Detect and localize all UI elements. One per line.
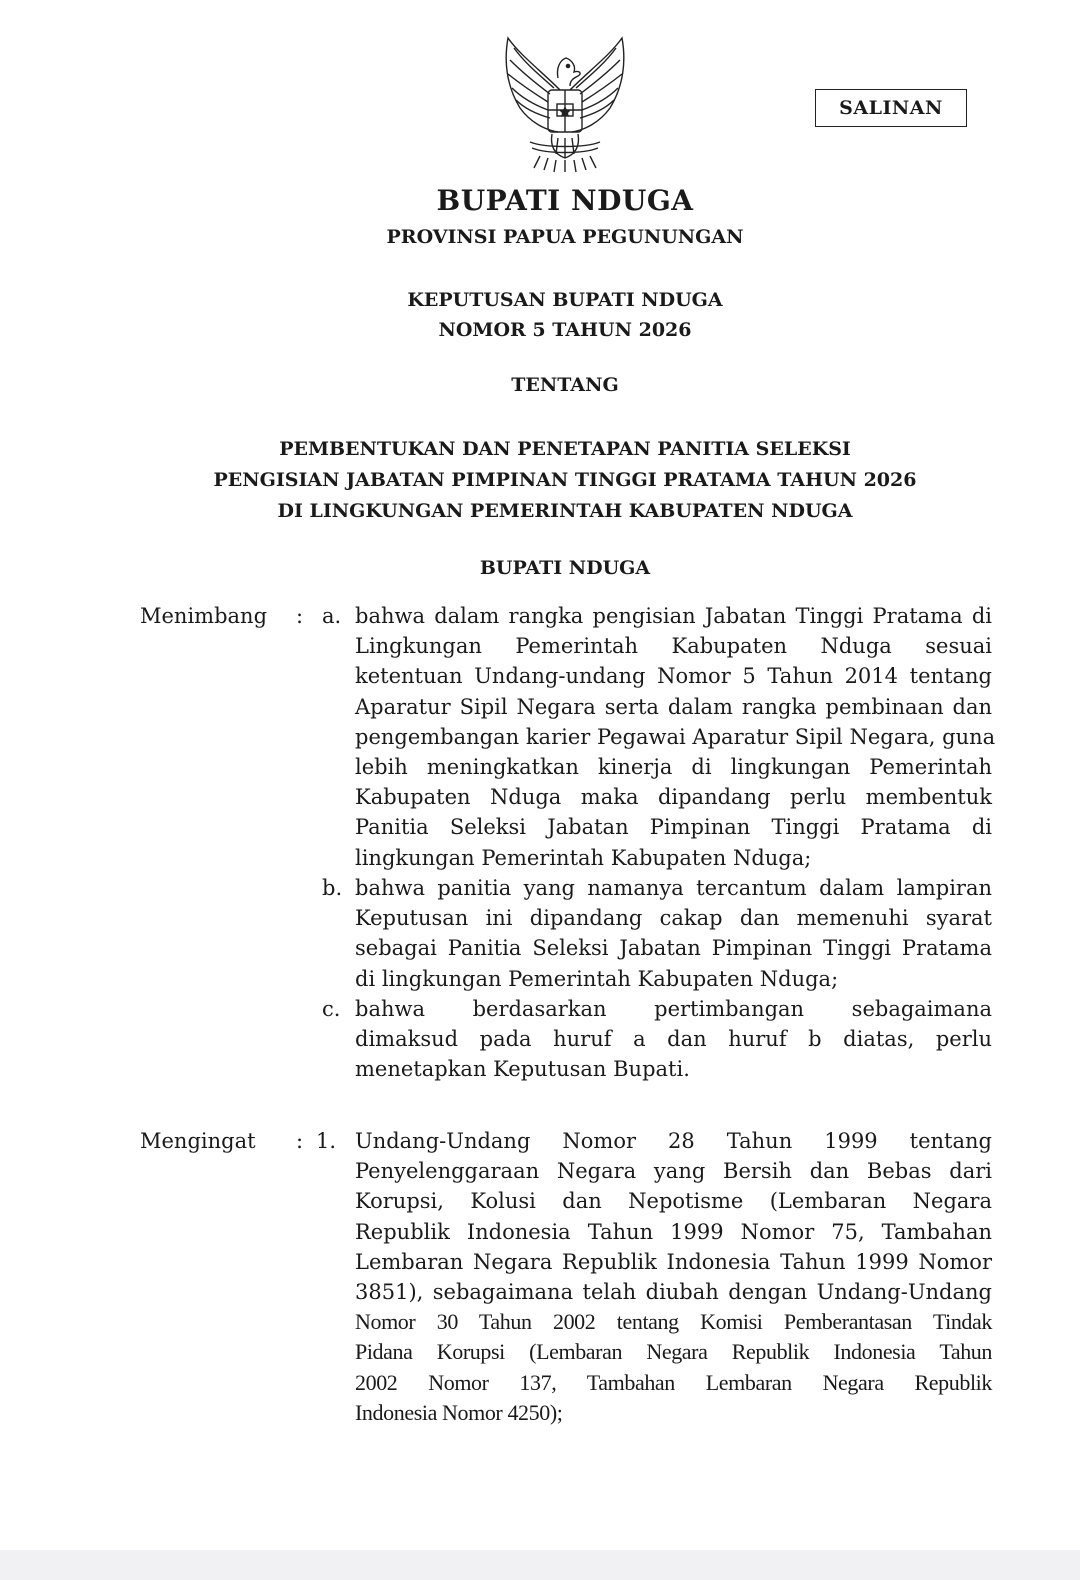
issuer-heading: BUPATI NDUGA (479, 557, 651, 579)
text-line: lebih meningkatkan kinerja di lingkungan Pemerintah (355, 754, 992, 779)
item-marker: b. (322, 876, 343, 900)
text-line: Lembaran Negara Republik Indonesia Tahun 1999 Nomor (355, 1249, 992, 1274)
text-line: Keputusan ini dipandang cakap dan memenuhi syarat (355, 906, 992, 931)
text-line: bahwa dalam rangka pengisian Jabatan Tinggi Pratama di (355, 604, 992, 628)
text-line: Penyelenggaraan Negara yang Bersih dan Bebas dari (355, 1159, 992, 1184)
garuda-emblem-icon (490, 30, 640, 175)
salinan-stamp: SALINAN (815, 89, 967, 127)
menimbang-item-b (355, 873, 992, 994)
text-line: Republik Indonesia Tahun 1999 Nomor 75, Tambahan (355, 1219, 992, 1244)
text-line: Indonesia Nomor 4250); (355, 1399, 563, 1425)
text-line: lingkungan Pemerintah Kabupaten Nduga; (355, 845, 812, 870)
menimbang-item-c (355, 994, 992, 1085)
subject-line-2: PENGISIAN JABATAN PIMPINAN TINGGI PRATAMA TAHUN 2026 (213, 469, 917, 491)
menimbang-item-a (355, 601, 996, 873)
decree-heading (0, 285, 1080, 345)
text-line: bahwa panitia yang namanya tercantum dalam lampiran (355, 876, 992, 900)
text-line: Undang-Undang Nomor 28 Tahun 1999 tentang (355, 1129, 992, 1153)
decree-line-1: KEPUTUSAN BUPATI NDUGA (407, 289, 723, 311)
text-line: Nomor 30 Tahun 2002 tentang Komisi Pemberantasan Tindak (355, 1309, 992, 1335)
text-line: sebagai Panitia Seleksi Jabatan Pimpinan Tinggi Pratama (355, 936, 992, 961)
menimbang-colon: : (296, 604, 304, 628)
text-line: Kabupaten Nduga maka dipandang perlu membentuk (355, 785, 992, 810)
viewer-bottom-strip (0, 1550, 1080, 1580)
text-line: Pidana Korupsi (Lembaran Negara Republik Indonesia Tahun (355, 1339, 992, 1365)
text-line: dimaksud pada huruf a dan huruf b diatas, perlu (355, 1027, 992, 1052)
decree-subject (0, 434, 1080, 527)
text-line: 3851), sebagaimana telah diubah dengan Undang-Undang (355, 1279, 992, 1304)
text-line: menetapkan Keputusan Bupati. (355, 1057, 690, 1082)
decree-number: NOMOR 5 TAHUN 2026 (438, 319, 692, 341)
menimbang-label: Menimbang (140, 604, 268, 628)
item-marker: 1. (316, 1129, 337, 1153)
mengingat-label: Mengingat (140, 1129, 256, 1153)
item-marker: a. (322, 604, 342, 628)
item-marker: c. (322, 997, 341, 1021)
text-line: di lingkungan Pemerintah Kabupaten Nduga; (355, 966, 839, 991)
official-title: BUPATI NDUGA (436, 184, 694, 217)
text-line: bahwa berdasarkan pertimbangan sebagaimana (355, 997, 992, 1021)
text-line: pengembangan karier Pegawai Aparatur Sipil Negara, guna (355, 724, 996, 749)
text-line: Lingkungan Pemerintah Kabupaten Nduga sesuai (355, 634, 992, 659)
text-line: Korupsi, Kolusi dan Nepotisme (Lembaran Negara (355, 1189, 992, 1214)
text-line: ketentuan Undang-undang Nomor 5 Tahun 2014 tentang (355, 664, 992, 689)
province-name: PROVINSI PAPUA PEGUNUNGAN (386, 226, 744, 248)
text-line: 2002 Nomor 137, Tambahan Lembaran Negara Republik (355, 1369, 992, 1395)
subject-line-1: PEMBENTUKAN DAN PENETAPAN PANITIA SELEKSI (279, 438, 851, 460)
mengingat-item-1 (355, 1126, 992, 1428)
text-line: Panitia Seleksi Jabatan Pimpinan Tinggi Pratama di (355, 815, 992, 840)
subject-line-3: DI LINGKUNGAN PEMERINTAH KABUPATEN NDUGA (277, 500, 853, 522)
about-heading: TENTANG (511, 374, 619, 396)
mengingat-colon: : (296, 1129, 304, 1153)
text-line: Aparatur Sipil Negara serta dalam rangka pembinaan dan (355, 694, 992, 719)
